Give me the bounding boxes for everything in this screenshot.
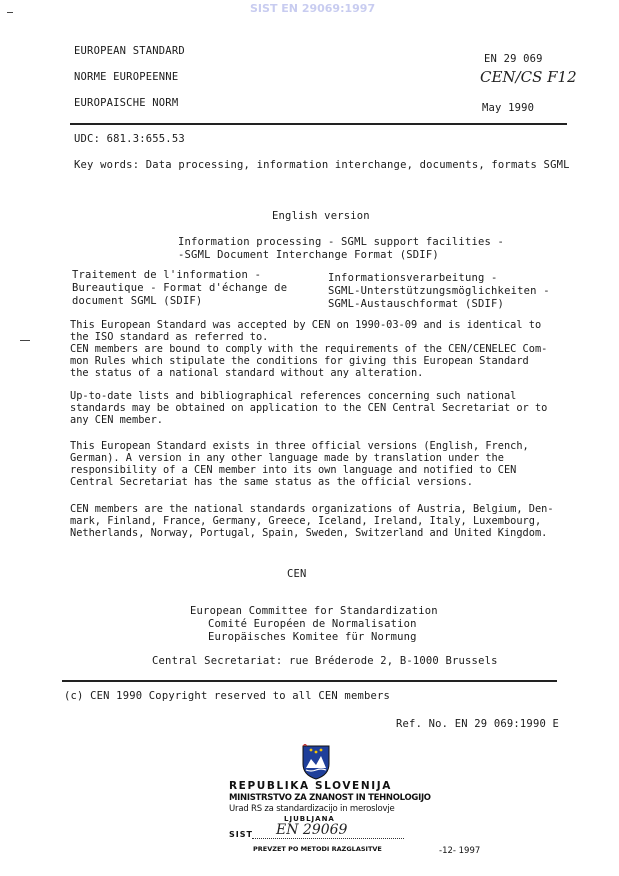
english-version-label: English version	[272, 210, 370, 222]
paragraph-line: CEN members are bound to comply with the requirements of the CEN/CENELEC Com-	[70, 343, 548, 355]
header-europaische-norm: EUROPAISCHE NORM	[74, 97, 179, 109]
udc-line: UDC: 681.3:655.53	[74, 133, 185, 145]
stamp-sist-number: EN 29069	[276, 822, 348, 838]
reference-number: Ref. No. EN 29 069:1990 E	[396, 718, 560, 730]
header-rule	[70, 123, 567, 125]
cen-name-de: Europäisches Komitee für Normung	[208, 631, 417, 643]
stamp-date: -12- 1997	[439, 846, 481, 856]
paragraph-members	[70, 503, 562, 539]
paragraph-line: mark, Finland, France, Germany, Greece, Iceland, Ireland, Italy, Luxembourg,	[70, 515, 542, 527]
stamp-republic: REPUBLIKA SLOVENIJA	[229, 780, 392, 792]
margin-mark	[20, 340, 30, 341]
title-de-line-1: Informationsverarbeitung -	[328, 272, 498, 284]
paragraph-line: This European Standard exists in three official versions (English, French,	[70, 440, 529, 452]
title-fr-line-2: Bureautique - Format d'échange de	[72, 282, 288, 294]
stamp-method: PREVZET PO METODI RAZGLASITVE	[253, 845, 382, 853]
title-en-line-1: Information processing - SGML support facilities -	[178, 236, 505, 248]
keywords-line: Key words: Data processing, information interchange, documents, formats SGML	[74, 159, 570, 171]
title-fr-line-3: document SGML (SDIF)	[72, 295, 203, 307]
paragraph-line: the status of a national standard without any alteration.	[70, 367, 424, 379]
cen-name-en: European Committee for Standardization	[190, 605, 438, 617]
title-fr-line-1: Traitement de l'information -	[72, 269, 262, 281]
central-secretariat: Central Secretariat: rue Bréderode 2, B-1000 Brussels	[152, 655, 498, 667]
paragraph-line: any CEN member.	[70, 414, 163, 426]
cen-heading: CEN	[287, 568, 307, 580]
paragraph-line: Up-to-date lists and bibliographical references concerning such national	[70, 390, 517, 402]
paragraph-line: Central Secretariat has the same status as the official versions.	[70, 476, 473, 488]
stamp-office: Urad RS za standardizacijo in meroslovje	[229, 804, 395, 814]
paragraph-line: Netherlands, Norway, Portugal, Spain, Sweden, Switzerland and United Kingdom.	[70, 527, 548, 539]
paragraph-line: standards may be obtained on application to the CEN Central Secretariat or to	[70, 402, 548, 414]
header-european-standard: EUROPEAN STANDARD	[74, 45, 185, 57]
paragraph-references	[70, 390, 562, 426]
cen-name-fr: Comité Européen de Normalisation	[208, 618, 417, 630]
title-en-line-2: -SGML Document Interchange Format (SDIF)	[178, 249, 439, 261]
title-de-line-3: SGML-Austauschformat (SDIF)	[328, 298, 505, 310]
paragraph-line: the ISO standard as referred to.	[70, 331, 269, 343]
paragraph-versions	[70, 440, 562, 488]
stamp-sist-dotted-line	[252, 838, 404, 839]
paragraph-line: mon Rules which stipulate the conditions for giving this European Standard	[70, 355, 529, 367]
paragraph-acceptance	[70, 319, 562, 379]
standard-number: EN 29 069	[484, 53, 543, 65]
title-de-line-2: SGML-Unterstützungsmöglichkeiten -	[328, 285, 550, 297]
publication-date: May 1990	[482, 102, 535, 114]
header-norme-europeenne: NORME EUROPEENNE	[74, 71, 179, 83]
slovenia-coat-of-arms-icon	[301, 744, 331, 780]
copyright-line: (c) CEN 1990 Copyright reserved to all CEN members	[64, 690, 391, 702]
paragraph-line: CEN members are the national standards organizations of Austria, Belgium, Den-	[70, 503, 554, 515]
footer-rule	[62, 680, 557, 682]
stamp-sist-label: SIST	[229, 830, 253, 839]
watermark: SIST EN 29069:1997	[250, 2, 376, 15]
stamp-ministry: MINISTRSTVO ZA ZNANOST IN TEHNOLOGIJO	[229, 793, 431, 803]
stamp-city: LJUBLJANA	[284, 815, 335, 823]
margin-mark	[7, 12, 13, 13]
paragraph-line: responsibility of a CEN member into its own language and notified to CEN	[70, 464, 517, 476]
paragraph-line: German). A version in any other language made by translation under the	[70, 452, 504, 464]
paragraph-line: This European Standard was accepted by CEN on 1990-03-09 and is identical to	[70, 319, 542, 331]
handwritten-reference: CEN/CS F12	[480, 68, 577, 86]
